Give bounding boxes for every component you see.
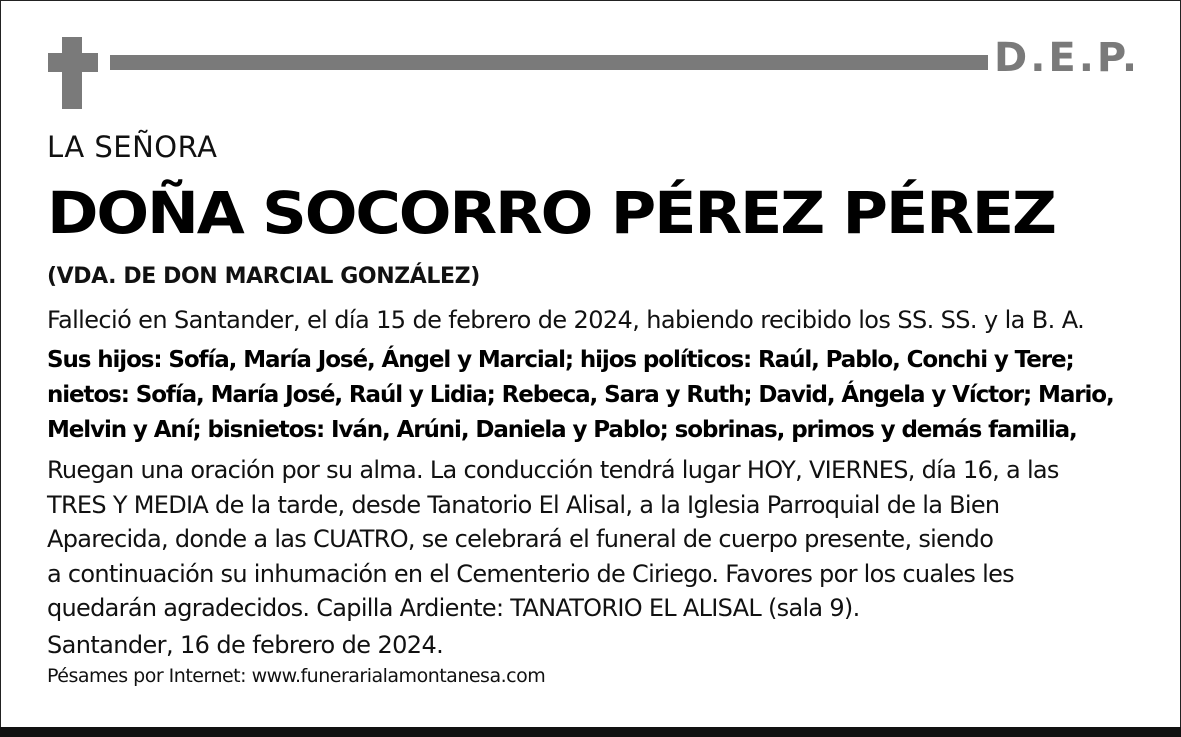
family-list	[47, 343, 1114, 448]
cross-icon-bar	[48, 53, 98, 72]
service-line: Ruegan una oración por su alma. La conducción tendrá lugar HOY, VIERNES, día 16, a las	[47, 456, 1059, 484]
service-line: a continuación su inhumación en el Cementerio de Ciriego. Favores por los cuales les	[47, 559, 1014, 588]
deceased-name: DOÑA SOCORRO PÉREZ PÉREZ	[47, 179, 1055, 247]
service-details	[47, 453, 1059, 626]
widow-of: (VDA. DE DON MARCIAL GONZÁLEZ)	[47, 264, 480, 289]
title-prefix: LA SEÑORA	[47, 130, 218, 164]
service-line: Aparecida, donde a las CUATRO, se celebrará el funeral de cuerpo presente, siendo	[47, 525, 994, 553]
condolences-link[interactable]: Pésames por Internet: www.funerarialamontanesa.com	[47, 665, 546, 687]
bottom-rule	[0, 727, 1181, 737]
cross-icon	[62, 37, 82, 109]
family-line: Melvin y Aní; bisnietos: Iván, Arúni, Daniela y Pablo; sobrinas, primos y demás familia,	[47, 417, 1077, 443]
death-statement: Falleció en Santander, el día 15 de febrero de 2024, habiendo recibido los SS. SS. y la B. A.	[47, 306, 1085, 334]
place-date: Santander, 16 de febrero de 2024.	[47, 631, 444, 659]
family-line: nietos: Sofía, María José, Raúl y Lidia; Rebeca, Sara y Ruth; David, Ángela y Víctor; Mario,	[47, 382, 1114, 408]
family-line: Sus hijos: Sofía, María José, Ángel y Marcial; hijos políticos: Raúl, Pablo, Conchi y Tere;	[47, 347, 1074, 373]
service-line: quedarán agradecidos. Capilla Ardiente: TANATORIO EL ALISAL (sala 9).	[47, 594, 860, 622]
dep-label: D.E.P.	[994, 35, 1141, 81]
service-line: TRES Y MEDIA de la tarde, desde Tanatorio El Alisal, a la Iglesia Parroquial de la Bien	[47, 490, 1000, 519]
header-rule	[110, 55, 988, 70]
